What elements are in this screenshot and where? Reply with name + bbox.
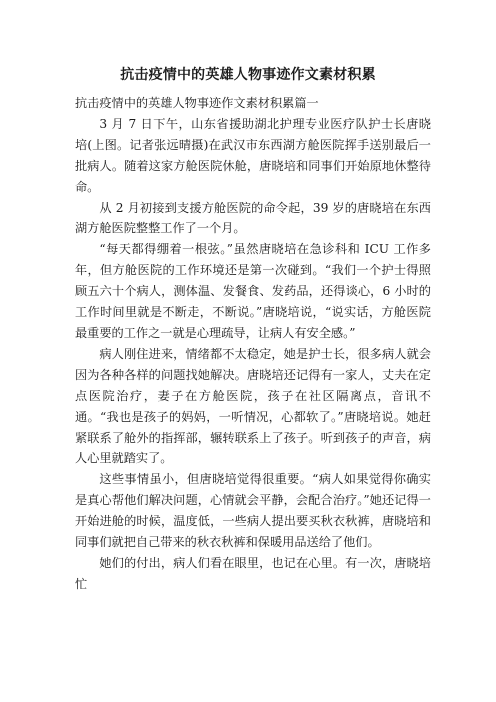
paragraph-6: 她们的付出，病人们看在眼里，也记在心里。有一次，唐晓培忙 (75, 555, 431, 591)
paragraph-3: “每天都得绷着一根弦。”虽然唐晓培在急诊科和 ICU 工作多年，但方舱医院的工作环境还是第一次碰到。“我们一个护士得照顾五六十个病人，测体温、发餐食、发药品，还得谈心，6 小时的工作时间里就是不断走，不断说。”唐晓培说，“说实话，方舱医院最重要的工作之一就是心理疏导，让病人有安全感。” (75, 242, 431, 340)
document-title: 抗击疫情中的英雄人物事迹作文素材积累 (120, 67, 376, 83)
paragraph-2: 从 2 月初接到支援方舱医院的命令起，39 岁的唐晓培在东西湖方舱医院整整工作了一个月。 (75, 200, 431, 236)
paragraph-5: 这些事情虽小，但唐晓培觉得很重要。“病人如果觉得你确实是真心帮他们解决问题，心情就会平静，会配合治疗。”她还记得一开始进舱的时候，温度低，一些病人提出要买秋衣秋裤，唐晓培和同事们就把自己带来的秋衣秋裤和保暖用品送给了他们。 (75, 472, 431, 550)
paragraph-4: 病人刚住进来，情绪都不太稳定，她是护士长，很多病人就会因为各种各样的问题找她解决。唐晓培还记得有一家人，丈夫在定点医院治疗，妻子在方舱医院，孩子在社区隔离点，音讯不通。“我也是孩子的妈妈，一听情况，心都软了。”唐晓培说。她赶紧联系了舱外的指挥部，辗转联系上了孩子。听到孩子的声音，病人心里就踏实了。 (75, 346, 431, 466)
document-subtitle: 抗击疫情中的英雄人物事迹作文素材积累篇一 (75, 96, 319, 110)
document-body (75, 93, 431, 595)
paragraph-1: 3 月 7 日下午，山东省援助湖北护理专业医疗队护士长唐晓培(上图。记者张远晴摄)在武汉市东西湖方舱医院挥手送别最后一批病人。随着这家方舱医院休舱，唐晓培和同事们开始原地休整待命。 (75, 116, 431, 194)
